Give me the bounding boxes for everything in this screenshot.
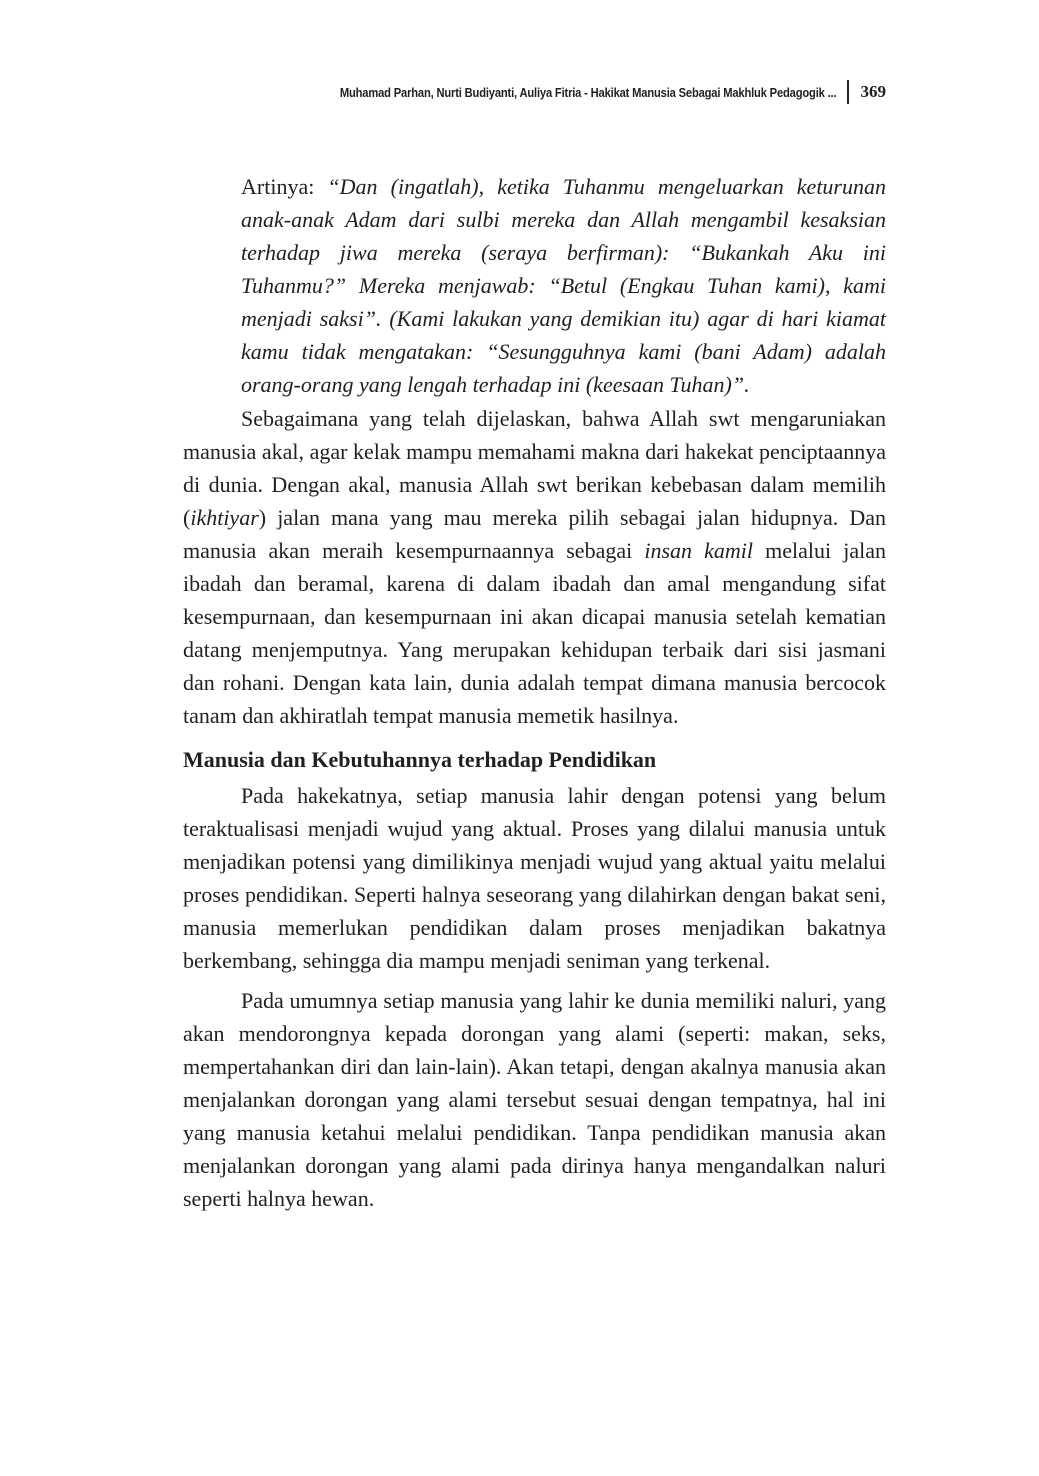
quran-translation-quote <box>241 170 886 401</box>
paragraph-text: Sebagaimana yang telah dijelaskan, bahwa Allah swt mengaruniakan manusia akal, agar kelak mampu memahami makna dari hakekat penciptaannya di dunia. Dengan akal, manusia Allah swt berikan kebebasan dalam memilih ( <box>183 406 886 530</box>
quote-text: “Dan (ingatlah), ketika Tuhanmu mengeluarkan keturunan anak-anak Adam dari sulbi mereka dan Allah mengambil kesaksian terhadap jiwa mereka (seraya berfirman): “Bukankah Aku ini Tuhanmu?” Mereka menjawab: “Betul (Engkau Tuhan kami), kami menjadi saksi”. (Kami lakukan yang demikian itu) agar di hari kiamat kamu tidak mengatakan: “Sesungguhnya kami (bani Adam) adalah orang-orang yang lengah terhadap ini (keesaan Tuhan)”. <box>241 174 886 397</box>
paragraph-naluri: Pada umumnya setiap manusia yang lahir ke dunia memiliki naluri, yang akan mendorongnya kepada dorongan yang alami (seperti: makan, seks, mempertahankan diri dan lain-lain). Akan tetapi, dengan akalnya manusia akan menjalankan dorongan yang alami tersebut sesuai dengan tempatnya, hal ini yang manusia ketahui melalui pendidikan. Tanpa pendidikan manusia akan menjalankan dorongan yang alami pada dirinya hanya mengandalkan naluri seperti halnya hewan. <box>183 988 886 1211</box>
running-header <box>180 78 886 106</box>
paragraph-akal <box>183 402 886 732</box>
paragraph-potensi: Pada hakekatnya, setiap manusia lahir dengan potensi yang belum teraktualisasi menjadi wujud yang aktual. Proses yang dilalui manusia untuk menjadikan potensi yang dimilikinya menjadi wujud yang aktual yaitu melalui proses pendidikan. Seperti halnya seseorang yang dilahirkan dengan bakat seni, manusia memerlukan pendidikan dalam proses menjadikan bakatnya berkembang, sehingga dia mampu menjadi seniman yang terkenal. <box>183 783 886 973</box>
header-divider <box>847 80 849 104</box>
paragraph-text: melalui jalan ibadah dan beramal, karena di dalam ibadah dan amal mengandung sifat kesempurnaan, dan kesempurnaan ini akan dicapai manusia setelah kematian datang menjemputnya. Yang merupakan kehidupan terbaik dari sisi jasmani dan rohani. Dengan kata lain, dunia adalah tempat dimana manusia bercocok tanam dan akhiratlah tempat manusia memetik hasilnya. <box>183 538 887 728</box>
page-number: 369 <box>860 82 886 101</box>
paragraph-text: ) jalan mana yang mau mereka pilih sebagai jalan hidupnya. Dan manusia akan meraih kesempurnaannya sebagai <box>183 505 886 563</box>
quote-label: Artinya: <box>241 174 328 199</box>
term-ikhtiyar: ikhtiyar <box>190 505 259 530</box>
page-body <box>183 170 886 1215</box>
running-title: Muhamad Parhan, Nurti Budiyanti, Auliya Fitria - Hakikat Manusia Sebagai Makhluk Pedagogik ... <box>339 84 837 100</box>
section-heading: Manusia dan Kebutuhannya terhadap Pendidikan <box>183 747 657 772</box>
term-insan-kamil: insan kamil <box>644 538 754 563</box>
